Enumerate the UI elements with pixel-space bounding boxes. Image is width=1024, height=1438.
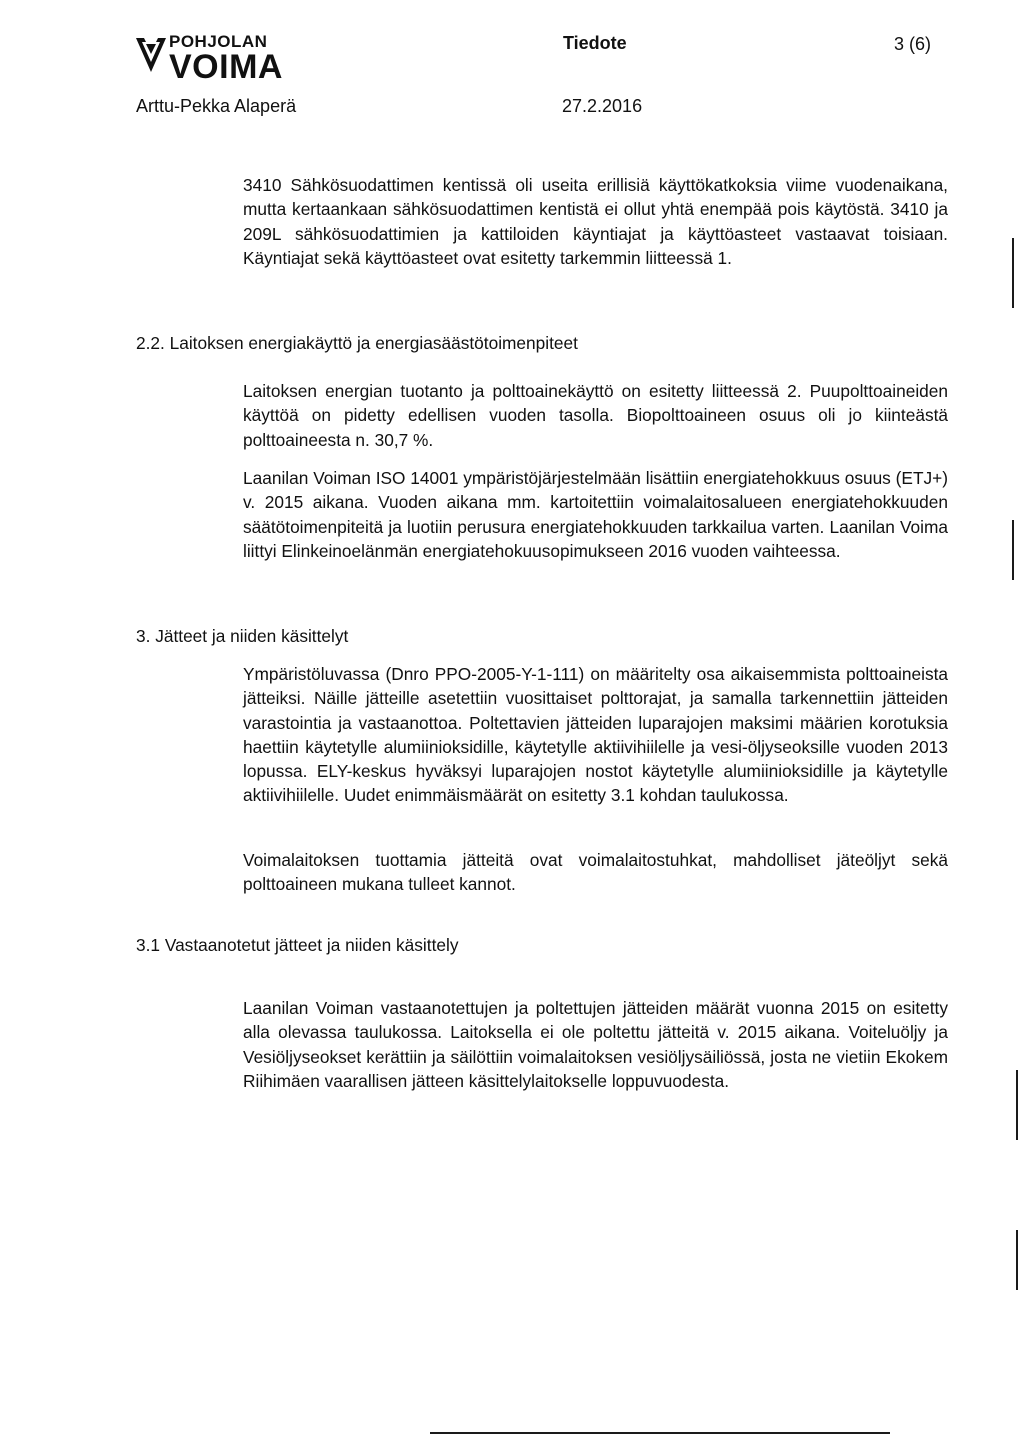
document-type: Tiedote xyxy=(563,33,627,53)
document-date: 27.2.2016 xyxy=(562,96,643,116)
section-heading-3: 3. Jätteet ja niiden käsittelyt xyxy=(136,626,349,646)
logo-text-bottom: VOIMA xyxy=(169,48,283,86)
paragraph-iso-14001: Laanilan Voiman ISO 14001 ympäristöjärjestelmään lisättiin energiatehokkuus osuus (ETJ+) v. 2015 aikana. Vuoden aikana mm. kartoitettiin voimalaitosalueen energiatehokkuuden säätötoimenpiteitä ja luotiin perusura energiatehokkuuden tarkkailua varten. Laanilan Voima liittyi Elinkeinoelänmän energiatehokuusopimukseen 2016 vuoden vaihteessa. xyxy=(243,468,948,561)
logo-text-top: POHJOLAN xyxy=(169,32,268,51)
scan-bottom-line xyxy=(430,1432,890,1434)
author-name: Arttu-Pekka Alaperä xyxy=(136,96,297,116)
scan-margin-line xyxy=(1012,238,1014,308)
scan-margin-line xyxy=(1016,1230,1018,1290)
page-number: 3 (6) xyxy=(894,34,932,54)
pohjolan-voima-logo-icon xyxy=(136,38,166,72)
section-heading-2-2: 2.2. Laitoksen energiakäyttö ja energiasäästötoimenpiteet xyxy=(136,333,578,353)
paragraph-electrostatic-filters: 3410 Sähkösuodattimen kentissä oli useita erillisiä käyttökatkoksia viime vuodenaikana, mutta kertaankaan sähkösuodattimen kentistä ei ollut yhtä enempää pois käytöstä. 3410 ja 209L sähkösuodattimien ja kattiloiden käyntiajat ja käyttöasteet vastaavat toisiaan. Käyntiajat sekä käyttöasteet ovat esitetty tarkemmin liitteessä 1. xyxy=(243,175,948,268)
company-logo xyxy=(136,32,296,88)
section-heading-3-1: 3.1 Vastaanotetut jätteet ja niiden käsittely xyxy=(136,935,459,955)
scan-margin-line xyxy=(1016,1070,1018,1140)
paragraph-environmental-permit: Ympäristöluvassa (Dnro PPO-2005-Y-1-111) on määritelty osa aikaisemmista polttoaineista jätteiksi. Näille jätteille asetettiin vuosittaiset polttorajat, ja samalla tarkennettiin jätteiden varastointia ja vastaanottoa. Poltettavien jätteiden luparajojen maksimi määrien korotuksia haettiin käytetylle alumiinioksidille, käytetylle aktiivihiilelle ja vesi-öljyseoksille vuoden 2013 lopussa. ELY-keskus hyväksyi luparajojen nostot käytetylle alumiinioksidille ja käytetylle aktiivihiilelle. Uudet enimmäismäärät on esitetty 3.1 kohdan taulukossa. xyxy=(243,664,948,806)
paragraph-plant-waste: Voimalaitoksen tuottamia jätteitä ovat voimalaitostuhkat, mahdolliset jäteöljyt sekä polttoaineen mukana tulleet kannot. xyxy=(243,850,948,895)
paragraph-received-waste: Laanilan Voiman vastaanotettujen ja poltettujen jätteiden määrät vuonna 2015 on esitetty alla olevassa taulukossa. Laitoksella ei ole poltettu jätteitä v. 2015 aikana. Voiteluöljy ja Vesiöljyseokset kerättiin ja säilöttiin voimalaitoksen vesiöljysäiliössä, josta ne vietiin Ekokem Riihimäen vaarallisen jätteen käsittelylaitokselle loppuvuodesta. xyxy=(243,998,948,1091)
scan-margin-line xyxy=(1012,520,1014,580)
paragraph-energy-production: Laitoksen energian tuotanto ja polttoainekäyttö on esitetty liitteessä 2. Puupolttoaineiden käyttöä on pidetty edellisen vuoden tasolla. Biopolttoaineen osuus oli jo kiinteästä polttoaineesta n. 30,7 %. xyxy=(243,381,948,450)
